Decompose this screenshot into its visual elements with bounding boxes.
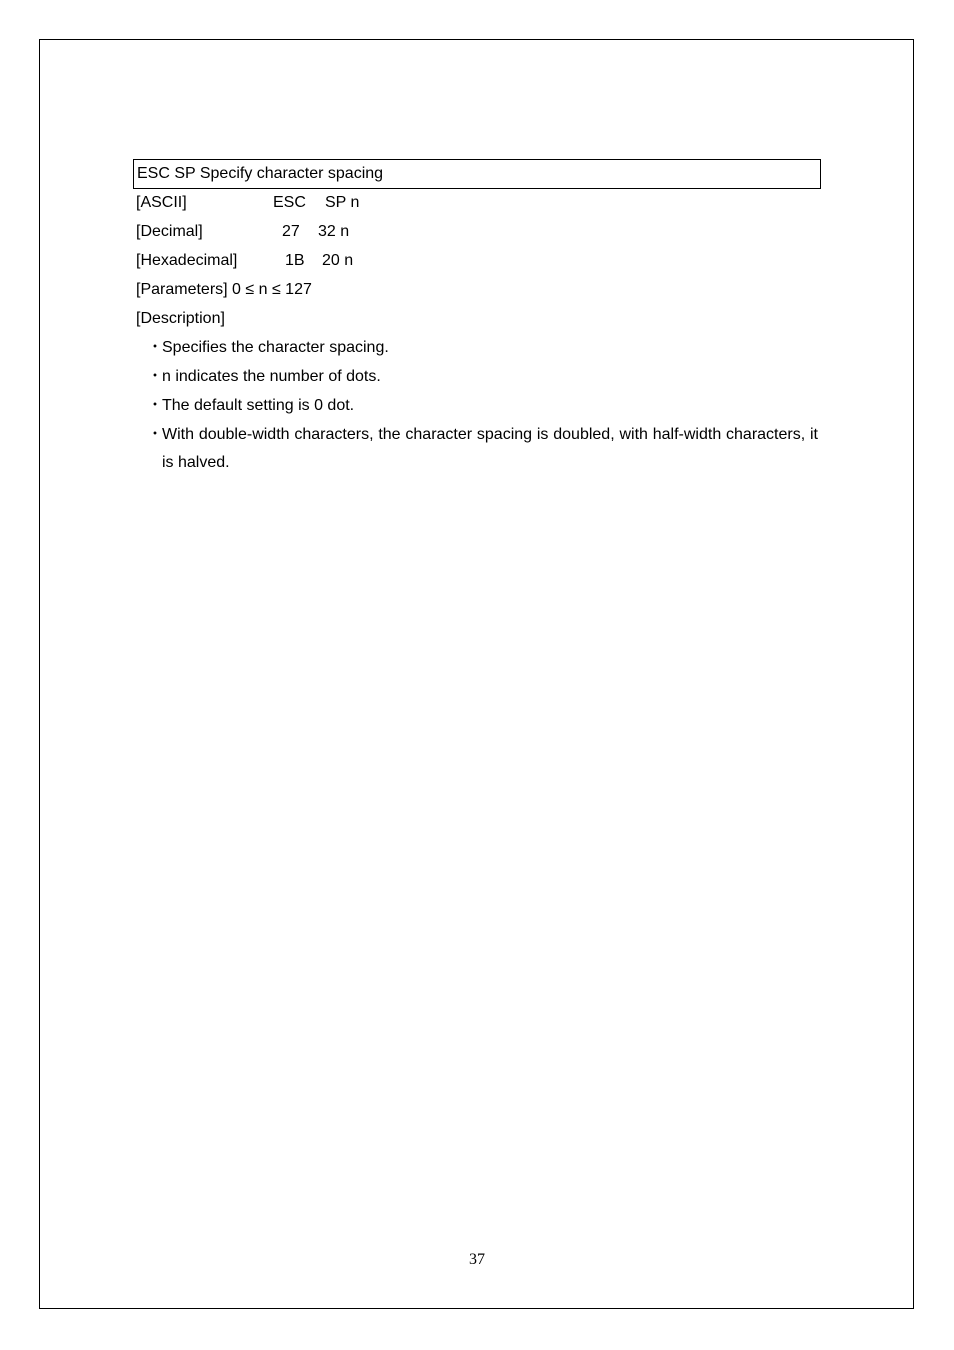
parameters-line: [Parameters] 0 ≤ n ≤ 127 <box>136 281 312 298</box>
hexadecimal-label: [Hexadecimal] <box>136 252 238 269</box>
command-title-box <box>133 159 821 189</box>
bullet-marker: ・ <box>147 368 164 385</box>
description-bullet-2: n indicates the number of dots. <box>162 368 381 385</box>
description-bullet-1: Specifies the character spacing. <box>162 339 389 356</box>
description-bullet-4: With double-width characters, the character spacing is doubled, with half-width characters, it is halved. <box>162 426 818 471</box>
bullet-marker: ・ <box>147 397 164 414</box>
hexadecimal-row <box>136 251 354 271</box>
bullet-marker: ・ <box>147 339 164 356</box>
ascii-value-1: ESC <box>273 194 306 211</box>
page-number: 37 <box>469 1251 485 1268</box>
bullet-marker: ・ <box>147 426 164 443</box>
decimal-value-2: 32 n <box>318 223 350 240</box>
decimal-value-1: 27 <box>282 223 300 240</box>
decimal-label: [Decimal] <box>136 223 203 240</box>
description-label: [Description] <box>136 310 225 327</box>
ascii-label: [ASCII] <box>136 194 187 211</box>
hexadecimal-value-1: 1B <box>285 252 305 269</box>
ascii-row <box>136 193 360 213</box>
command-title: ESC SP Specify character spacing <box>137 165 384 182</box>
description-bullet-3: The default setting is 0 dot. <box>162 397 355 414</box>
decimal-row <box>136 222 350 242</box>
hexadecimal-value-2: 20 n <box>322 252 354 269</box>
ascii-value-2: SP n <box>325 194 360 211</box>
